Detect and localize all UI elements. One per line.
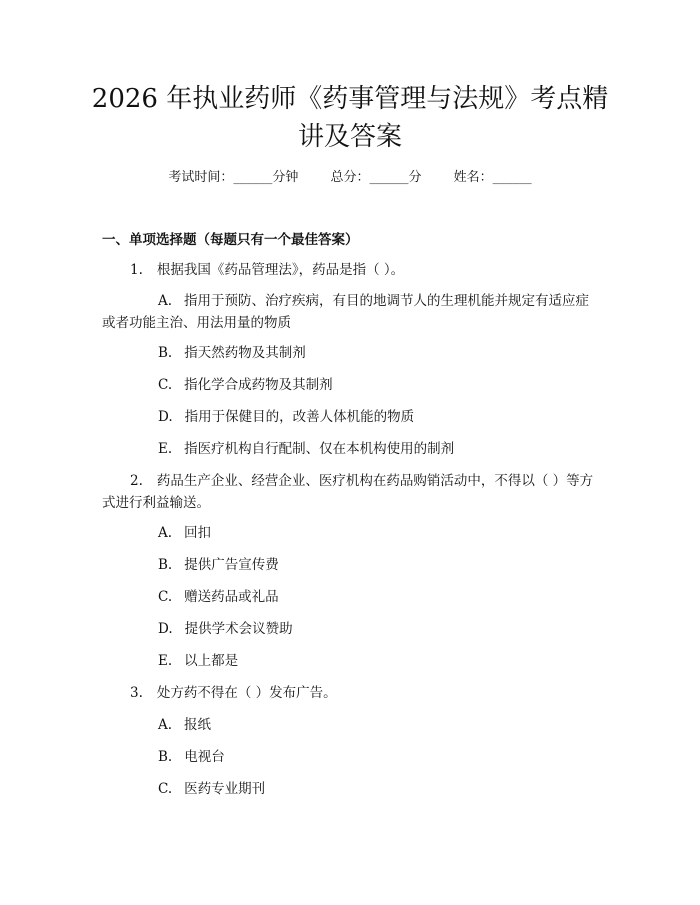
option-text: 指医疗机构自行配制、仅在本机构使用的制剂	[184, 441, 455, 457]
option-3b	[102, 746, 600, 768]
option-text: 报纸	[184, 717, 212, 733]
title-line-1: 2026 年执业药师《药事管理与法规》考点精	[91, 84, 609, 114]
option-text: 指天然药物及其制剂	[184, 345, 306, 361]
question-2	[102, 470, 600, 514]
option-1d	[102, 406, 600, 428]
question-text: 根据我国《药品管理法》，药品是指（ ）。	[156, 262, 405, 278]
option-letter: C.	[158, 589, 173, 605]
title-line-2: 讲及答案	[297, 122, 402, 152]
exam-time: 考试时间：______分钟	[168, 170, 299, 185]
option-letter: B.	[158, 557, 173, 573]
option-text: 以上都是	[184, 653, 239, 669]
option-2a	[102, 522, 600, 544]
question-text: 处方药不得在（ ）发布广告。	[156, 685, 337, 701]
page-title	[80, 80, 620, 156]
option-text: 回扣	[184, 525, 212, 541]
option-2e	[102, 650, 600, 672]
option-text: 赠送药品或礼品	[184, 589, 279, 605]
question-text: 药品生产企业、经营企业、医疗机构在药品购销活动中，不得以（ ）等方式进行利益输送。	[102, 473, 594, 511]
option-text: 电视台	[184, 749, 225, 765]
option-letter: D.	[158, 409, 173, 425]
option-text: 提供广告宣传费	[184, 557, 279, 573]
option-letter: C.	[158, 377, 173, 393]
option-2b	[102, 554, 600, 576]
question-number: 2.	[130, 473, 143, 489]
option-1b	[102, 342, 600, 364]
option-letter: A.	[158, 525, 173, 541]
option-1a	[102, 290, 600, 334]
option-2d	[102, 618, 600, 640]
section-heading: 一、单项选择题（每题只有一个最佳答案）	[102, 232, 359, 248]
option-letter: A.	[158, 293, 173, 309]
option-letter: B.	[158, 345, 173, 361]
option-text: 提供学术会议赞助	[184, 621, 293, 637]
option-text: 医药专业期刊	[184, 781, 266, 797]
option-letter: B.	[158, 749, 173, 765]
option-2c	[102, 586, 600, 608]
question-3	[102, 682, 600, 704]
exam-score: 总分：______分	[330, 170, 422, 185]
option-letter: E.	[158, 441, 173, 457]
option-letter: D.	[158, 621, 173, 637]
option-letter: A.	[158, 717, 173, 733]
option-letter: E.	[158, 653, 173, 669]
question-1	[102, 259, 600, 281]
option-3a	[102, 714, 600, 736]
question-number: 3.	[130, 685, 143, 701]
option-text: 指用于保健目的，改善人体机能的物质	[184, 409, 415, 425]
option-text: 指用于预防、治疗疾病，有目的地调节人的生理机能并规定有适应症或者功能主治、用法用量的物质	[102, 293, 590, 331]
option-letter: C.	[158, 781, 173, 797]
exam-meta	[0, 168, 700, 188]
option-1e	[102, 438, 600, 460]
question-number: 1.	[130, 262, 143, 278]
exam-name: 姓名：______	[453, 170, 532, 185]
option-1c	[102, 374, 600, 396]
option-text: 指化学合成药物及其制剂	[184, 377, 333, 393]
option-3c	[102, 778, 600, 800]
